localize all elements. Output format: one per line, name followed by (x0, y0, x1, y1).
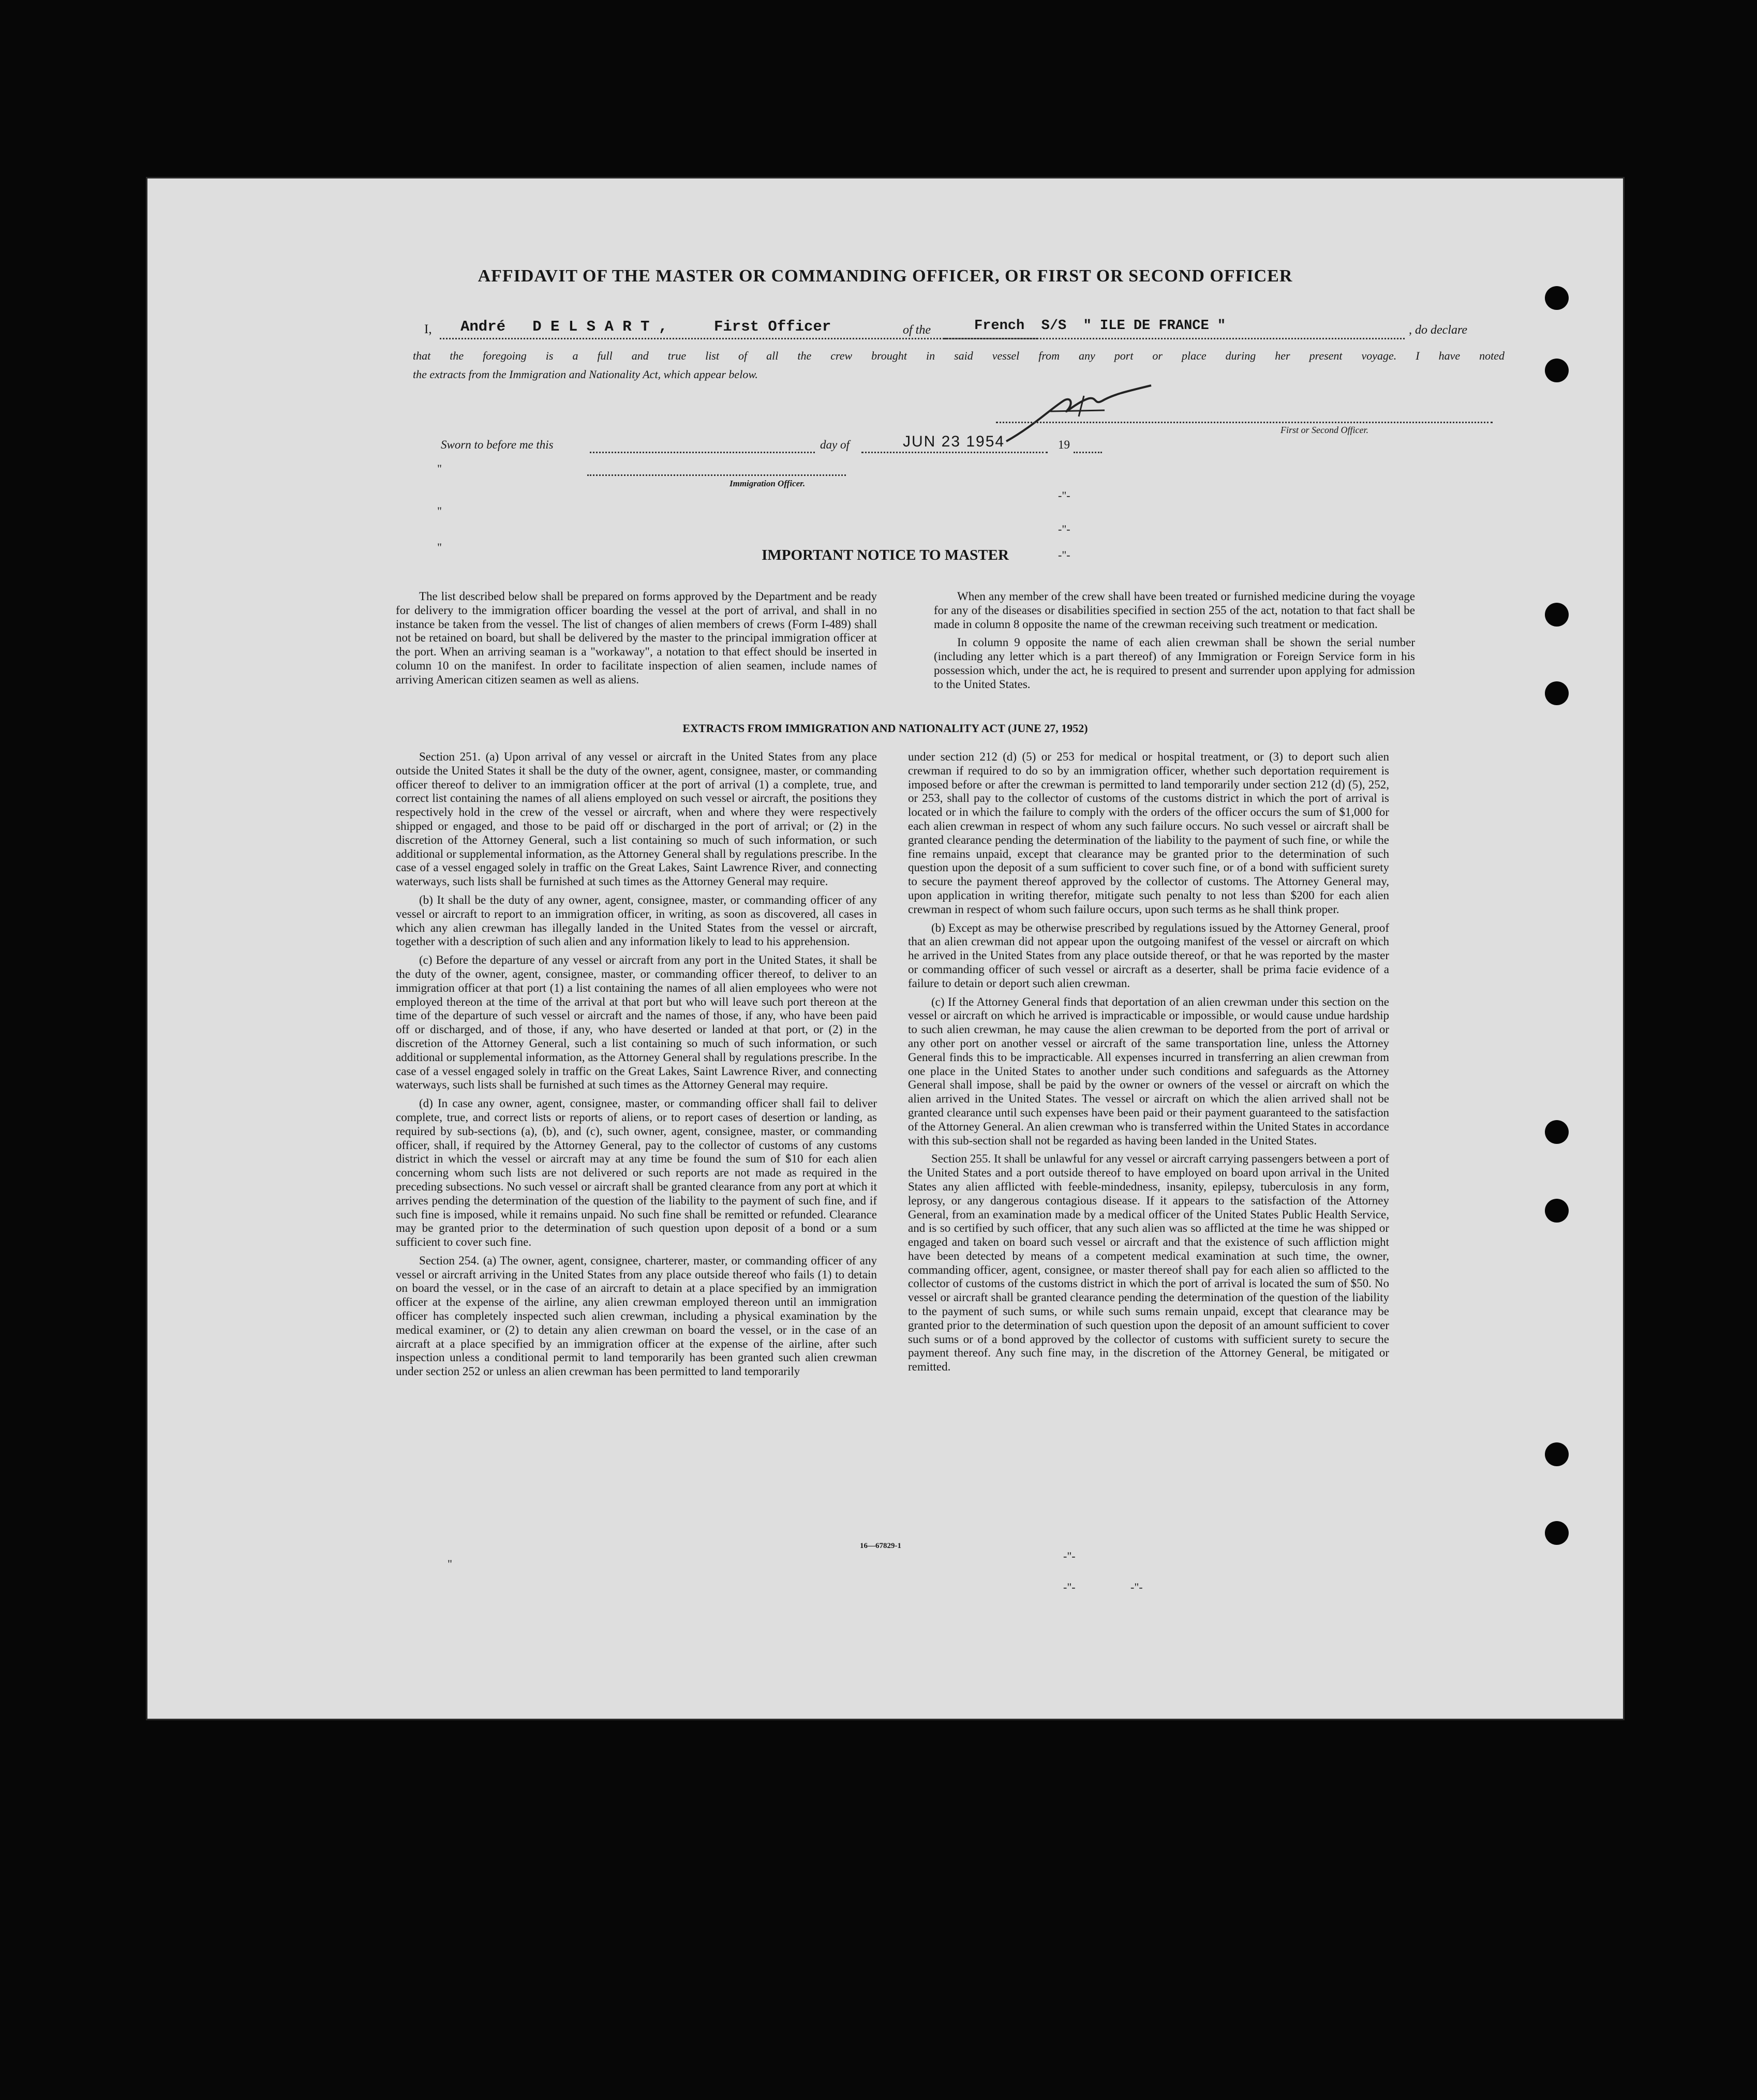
extract-paragraph: Section 254. (a) The owner, agent, consignee, charterer, master, or commanding officer of any vessel or aircraft arriving in the United States from any place outside thereof who fails (1) to detain on board the vessel, or in the case of an aircraft to detain at a place specified by an immigration officer at the expense of the airline, any alien crewman employed thereon until an immigration officer has completely inspected such alien crewman, including a physical examination by the medical examiner, or (2) to detain any alien crewman on board the vessel, or in the case of an aircraft at a place specified by an immigration officer at the expense of the airline, after such inspection unless a conditional permit to land temporarily has been granted such alien crewman under section 252 or unless an alien crewman has been permitted to land temporarily (396, 1254, 877, 1378)
statement-line-2: the extracts from the Immigration and Nationality Act, which appear below. (413, 368, 758, 381)
do-declare-label: , do declare (1409, 323, 1468, 337)
extracts-left-column (396, 750, 877, 1383)
extract-paragraph: (c) Before the departure of any vessel or aircraft from any port in the United States, it shall be the duty of the owner, agent, consignee, master, or commanding officer thereof, to deliver to an immigration officer at that port (1) a list containing the names of all alien employees who were not employed thereon at the time of the arrival at that port but who will leave such port thereon at the time of the departure of such vessel or aircraft and the names of those, if any, who have been paid off or discharged, and of those, if any, who have deserted or landed at that port, or (2) in the discretion of the Attorney General, such a list containing so much of such information, or such additional or supplemental information, as the Attorney General shall by regulations prescribe. In the case of a vessel engaged solely in traffic on the Great Lakes, Saint Lawrence River, and connecting waterways, such lists shall be furnished at such times as the Attorney General may require. (396, 954, 877, 1092)
ditto-mark: " (437, 504, 442, 517)
form-number: 16—67829-1 (860, 1542, 901, 1550)
punch-hole (1545, 1521, 1569, 1545)
sworn-day-line (590, 452, 815, 453)
signature-caption: First or Second Officer. (1280, 425, 1368, 435)
ditto-mark: -"- (1063, 1550, 1076, 1562)
extract-paragraph: (d) In case any owner, agent, consignee, master, or commanding officer shall fail to deliver complete, true, and correct lists or reports of aliens, or to report cases of desertion or landing, as required by sub-sections (a), (b), and (c), such owner, agent, consignee, master, or commanding officer, shall, if required by the Attorney General, pay to the collector of customs of any customs district in which the vessel or aircraft may at any time be found the sum of $10 for each alien concerning whom such lists are not delivered or such reports are not made as required in the preceding subsections. No such vessel or aircraft shall be granted clearance from any port at which it arrives pending the determination of the question of the liability to the payment of such fine, and if such fine is imposed, while it remains unpaid. No such fine shall be remitted or refunded. Clearance may be granted prior to the determination of such question upon deposit of a bond or a sum sufficient to cover such fine. (396, 1097, 877, 1249)
punch-hole (1545, 681, 1569, 705)
extract-paragraph: (b) It shall be the duty of any owner, agent, consignee, master, or commanding officer of any vessel or aircraft to report to an immigration officer, in writing, as soon as discovered, all cases in which any alien crewman has illegally landed in the United States from the vessel or aircraft, together with a description of such alien and any information likely to lead to his apprehension. (396, 893, 877, 948)
extract-paragraph: under section 212 (d) (5) or 253 for medical or hospital treatment, or (3) to deport such alien crewman if required to do so by an immigration officer, whether such deportation requirement is imposed before or after the crewman is permitted to land temporarily under section 212 (d) (5), 252, or 253, shall pay to the collector of customs of the customs district in which the port of arrival is located or in which the failure to comply with the orders of the officer occurs the sum of $1,000 for each alien crewman in respect of whom any such failure occurs. No such vessel or aircraft shall be granted clearance pending the determination of the liability to the payment of such fine, or while the fine remains unpaid, except that clearance may be granted prior to the determination of such question upon the deposit of a sum sufficient to cover such fine, or of a bond with sufficient surety to secure the payment thereof approved by the collector of customs. The Attorney General may, upon application in writing therefor, mitigate such penalty to not less than $200 for each alien crewman in respect of whom such failure occurs, upon such terms as he shall think proper. (908, 750, 1389, 916)
officer-signature (1001, 380, 1156, 448)
day-of-label: day of (820, 438, 850, 451)
punch-hole (1545, 359, 1569, 382)
officer-line (587, 474, 846, 476)
extract-paragraph: Section 251. (a) Upon arrival of any vessel or aircraft in the United States from any place outside the United States it shall be the duty of the owner, agent, consignee, master, or commanding officer thereof to deliver to an immigration officer at the port of arrival (1) a complete, true, and correct list containing the names of all aliens employed on such vessel or aircraft, the positions they respectively hold in the crew of the vessel or aircraft, when and where they were respectively shipped or engaged, and those to be paid off or discharged in the port of arrival; or (2) in the discretion of the Attorney General, such a list containing so much of such information, or such additional or supplemental information, as the Attorney General shall by regulations prescribe. In the case of a vessel engaged solely in traffic on the Great Lakes, Saint Lawrence River, and connecting waterways, such lists shall be furnished at such times as the Attorney General may require. (396, 750, 877, 888)
notice-right-paragraph-1: When any member of the crew shall have been treated or furnished medicine during the voyage for any of the diseases or disabilities specified in section 255 of the act, notation to that fact shall be made in column 8 opposite the name of the crewman receiving such treatment or medication. (934, 590, 1415, 631)
date-stamp: JUN 23 1954 (903, 433, 1005, 450)
extract-paragraph: (b) Except as may be otherwise prescribed by regulations issued by the Attorney General, proof that an alien crewman did not appear upon the outgoing manifest of the vessel or aircraft on which he arrived in the United States from any place outside thereof, or that he was reported by the master or commanding officer of such vessel or aircraft as a deserter, shall be prima facie evidence of a failure to detain or deport such alien crewman. (908, 921, 1389, 990)
punch-hole (1545, 1199, 1569, 1223)
ditto-mark: -"- (1058, 548, 1070, 561)
notice-left-column (396, 590, 877, 692)
notice-heading: IMPORTANT NOTICE TO MASTER (762, 547, 1009, 563)
extracts-heading: EXTRACTS FROM IMMIGRATION AND NATIONALITY ACT (JUNE 27, 1952) (682, 722, 1088, 735)
punch-hole (1545, 1120, 1569, 1144)
of-the-label: of the (903, 323, 931, 337)
extract-paragraph: (c) If the Attorney General finds that deportation of an alien crewman under this section on the vessel or aircraft on which he arrived is impracticable or impossible, or would cause undue hardship to such alien crewman, he may cause the alien crewman to be deported from the port of arrival or any other port on another vessel or aircraft of the same transportation line, unless the Attorney General finds this to be impracticable. All expenses incurred in transferring an alien crewman from one place in the United States to another under such conditions and safeguards as the Attorney General shall impose, shall be paid by the owner or owners of the vessel or aircraft on which the alien arrived in the United States. The vessel or aircraft on which the alien arrived shall not be granted clearance until such expenses have been paid or their payment guaranteed to the satisfaction of the Attorney General. An alien crewman who is transferred within the United States in accordance with this sub-section shall not be regarded as having been landed in the United States. (908, 995, 1389, 1147)
sworn-label: Sworn to before me this (441, 438, 554, 451)
extracts-right-column (908, 750, 1389, 1379)
year-prefix: 19 (1058, 438, 1070, 451)
document-page (147, 178, 1623, 1719)
declarant-name: André D E L S A R T , (460, 318, 668, 335)
year-line (1074, 452, 1102, 453)
ditto-mark: -"- (1063, 1581, 1076, 1593)
notice-right-paragraph-2: In column 9 opposite the name of each alien crewman shall be shown the serial number (including any letter which is a part thereof) of any Immigration or Foreign Service form in his possession which, under the act, he is required to present and surrender upon applying for admission to the United States. (934, 636, 1415, 691)
declarant-rank: First Officer (714, 318, 831, 335)
ditto-mark: " (448, 1557, 452, 1570)
vessel-line (944, 338, 1405, 339)
signature-line (996, 422, 1493, 423)
ditto-mark: " (437, 541, 442, 554)
ditto-mark: -"- (1058, 523, 1070, 535)
affidavit-title: AFFIDAVIT OF THE MASTER OR COMMANDING OFFICER, OR FIRST OR SECOND OFFICER (478, 266, 1293, 286)
punch-hole (1545, 603, 1569, 627)
officer-caption: Immigration Officer. (729, 479, 806, 488)
notice-left-paragraph: The list described below shall be prepared on forms approved by the Department and be ready for delivery to the immigration officer boarding the vessel at the port of arrival, and shall in no instance be taken from the vessel. The list of changes of alien members of crews (Form I-489) shall not be retained on board, but shall be delivered by the master to the principal immigration officer at the port. When an arriving seaman is a "workaway", a notation to that effect should be inserted in column 10 on the manifest. In order to facilitate inspection of alien seamen, include names of arriving American citizen seamen as well as aliens. (396, 590, 877, 686)
punch-hole (1545, 1442, 1569, 1466)
statement-line-1: that the foregoing is a full and true list of all the crew brought in said vessel from any port or place during her present voyage. I have noted (413, 349, 1505, 362)
vessel-name: French S/S " ILE DE FRANCE " (974, 318, 1226, 334)
i-prefix: I, (424, 322, 432, 336)
extract-paragraph: Section 255. It shall be unlawful for any vessel or aircraft carrying passengers between a port of the United States and a port outside thereof to have employed on board upon arrival in the United States any alien afflicted with feeble-mindedness, insanity, epilepsy, tuberculosis in any form, leprosy, or any dangerous contagious disease. If it appears to the satisfaction of the Attorney General, from an examination made by a medical officer of the United States Public Health Service, and is so certified by such officer, that any such alien was so afflicted at the time he was shipped or engaged and taken on board such vessel or aircraft and that the existence of such affliction might have been detected by means of a competent medical examination at such time, the owner, commanding officer, agent, consignee, or master thereof shall pay for each alien so afflicted to the collector of customs of the customs district in which the port of arrival is located the sum of $50. No vessel or aircraft shall be granted clearance pending the determination of the question of the liability to the payment of such sums, or while such sums remain unpaid, except that clearance may be granted prior to the determination of such question upon the deposit of an amount sufficient to cover such sums or of a bond approved by the collector of customs with sufficient surety to secure the payment thereof. Any such fine may, in the discretion of the Attorney General, be mitigated or remitted. (908, 1152, 1389, 1374)
sworn-month-line (861, 452, 1048, 453)
ditto-mark: -"- (1130, 1581, 1143, 1593)
ditto-mark: -"- (1058, 489, 1070, 502)
notice-right-column (934, 590, 1415, 696)
ditto-mark: " (437, 462, 442, 475)
punch-hole (1545, 286, 1569, 310)
